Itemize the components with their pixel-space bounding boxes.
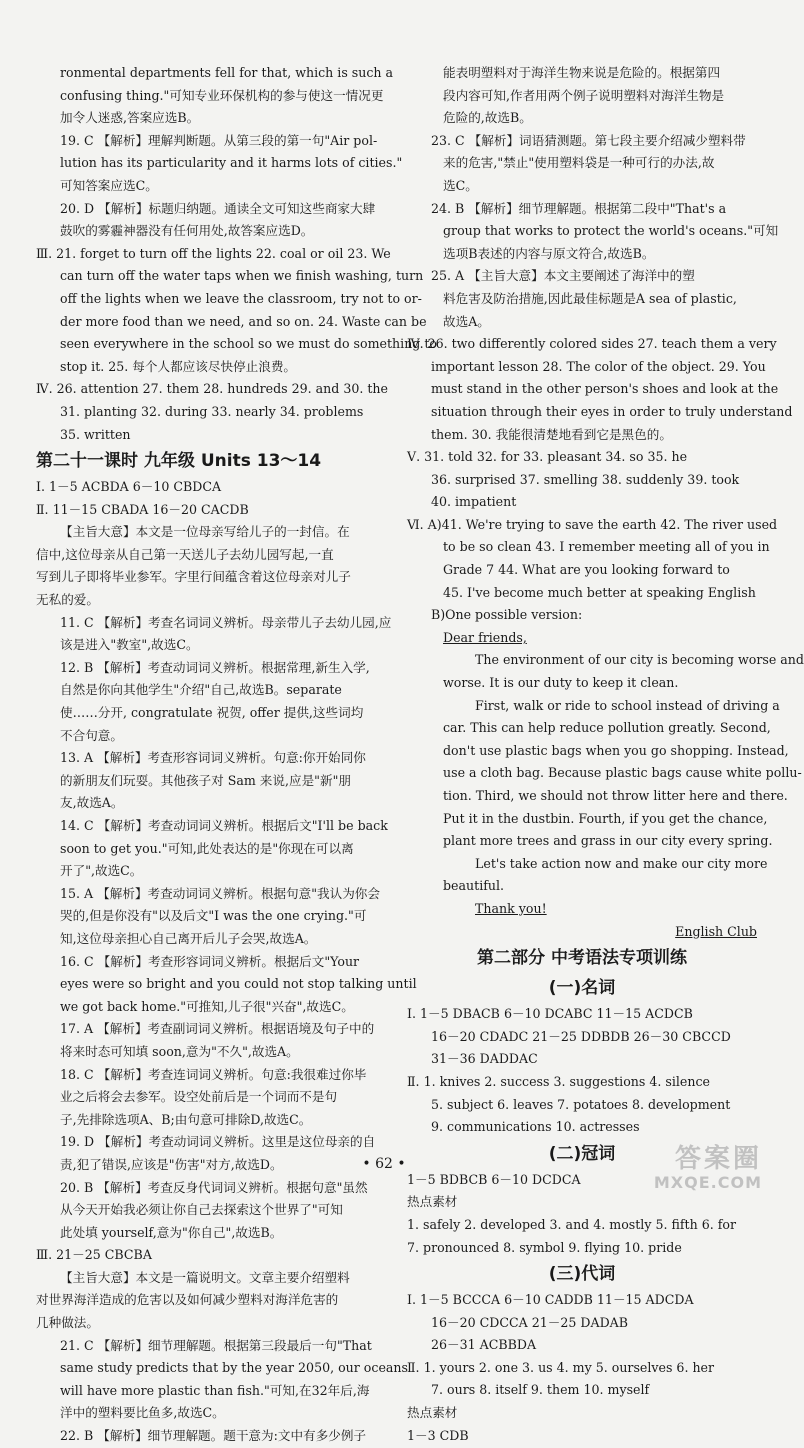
answer-line: to be so clean 43. I remember meeting all of you in: [443, 539, 770, 555]
answer-line: 该是进入"教室",故选C。: [60, 637, 199, 653]
section-heading: (二)冠词: [548, 1143, 616, 1164]
answer-line: 16－20 CDADC 21－25 DDBDB 26－30 CBCCD: [431, 1028, 731, 1044]
answer-line: 13. A 【解析】考查形容词词义辨析。句意:你开始同你: [60, 750, 366, 766]
answer-line: Ⅲ. 21. forget to turn off the lights 22. coal or oil 23. We: [36, 245, 391, 261]
answer-line: Ⅰ. 1－5 DBACB 6－10 DCABC 11－15 ACDCB: [407, 1006, 693, 1022]
answer-line: 子,先排除选项A、B;由句意可排除D,故选C。: [60, 1111, 312, 1127]
answer-line: them. 30. 我能很清楚地看到它是黑色的。: [431, 426, 672, 442]
answer-line: can turn off the water taps when we finish washing, turn: [60, 268, 424, 284]
answer-line: 此处填 yourself,意为"你自己",故选B。: [60, 1224, 283, 1240]
answer-line: 友,故选A。: [60, 795, 124, 811]
answer-line: 自然是你向其他学生"介绍"自己,故选B。separate: [60, 682, 342, 698]
answer-line: 段内容可知,作者用两个例子说明塑料对海洋生物是: [443, 87, 725, 103]
answer-line: 可知答案应选C。: [60, 177, 158, 193]
answer-line: will have more plastic than fish."可知,在32年后,海: [60, 1382, 370, 1398]
answer-line: car. This can help reduce pollution greatly. Second,: [443, 720, 771, 736]
answer-line: 25. A 【主旨大意】本文主要阐述了海洋中的塑: [431, 268, 695, 284]
watermark-line-2: MXQE.COM: [653, 1173, 762, 1192]
answer-line: seen everywhere in the school so we must do something to: [60, 336, 438, 352]
answer-line: 选C。: [443, 177, 478, 193]
answer-line: 26－31 ACBBDA: [431, 1337, 537, 1353]
answer-line: 1－5 BDBCB 6－10 DCDCA: [407, 1171, 581, 1187]
answer-line: soon to get you."可知,此处表达的是"你现在可以离: [60, 840, 354, 856]
right-column: [407, 62, 804, 1447]
answer-line: off the lights when we leave the classroom, try not to or-: [60, 290, 422, 306]
answer-line: Ⅵ. A)41. We're trying to save the earth 42. The river used: [407, 516, 778, 532]
answer-line: 对世界海洋造成的危害以及如何减少塑料对海洋危害的: [36, 1292, 339, 1308]
answer-line: 业之后将会去参军。设空处前后是一个词而不是句: [60, 1089, 338, 1105]
answer-line: 的新朋友们玩耍。其他孩子对 Sam 来说,应是"新"朋: [60, 772, 351, 788]
answer-line: Ⅲ. 21－25 CBCBA: [36, 1247, 152, 1263]
answer-line: Let's take action now and make our city more: [475, 855, 768, 871]
answer-line: The environment of our city is becoming worse and: [475, 652, 804, 668]
answer-line: eyes were so bright and you could not stop talking until: [60, 976, 417, 992]
answer-line: tion. Third, we should not throw litter here and there.: [443, 788, 788, 803]
answer-line: worse. It is our duty to keep it clean.: [443, 675, 679, 691]
answer-line: 1－3 CDB: [407, 1427, 469, 1443]
answer-line: 能表明塑料对于海洋生物来说是危险的。根据第四: [443, 65, 721, 80]
answer-line: must stand in the other person's shoes and look at the: [431, 381, 779, 397]
answer-line: important lesson 28. The color of the object. 29. You: [431, 358, 766, 374]
answer-line: Ⅰ. 1－5 ACBDA 6－10 CBDCA: [36, 479, 222, 495]
answer-line: First, walk or ride to school instead of driving a: [475, 697, 780, 713]
answer-line: 22. B 【解析】细节理解题。题干意为:文中有多少例子: [60, 1428, 367, 1444]
answer-line: 17. A 【解析】考查副词词义辨析。根据语境及句子中的: [60, 1021, 375, 1037]
answer-line: beautiful.: [443, 878, 505, 894]
answer-line: B)One possible version:: [431, 607, 583, 623]
answer-line: 几种做法。: [36, 1315, 99, 1331]
answer-line: 无私的爱。: [36, 592, 99, 608]
answer-line: 21. C 【解析】细节理解题。根据第三段最后一句"That: [60, 1337, 372, 1353]
watermark-logo: [612, 1145, 762, 1193]
answer-line: English Club: [675, 923, 757, 939]
answer-line: Ⅴ. 31. told 32. for 33. pleasant 34. so 35. he: [407, 449, 688, 465]
answer-line: lution has its particularity and it harms lots of cities.": [60, 155, 403, 171]
answer-line: 7. pronounced 8. symbol 9. flying 10. pride: [407, 1239, 682, 1255]
answer-line: Thank you!: [475, 900, 547, 916]
section-heading: (一)名词: [548, 978, 616, 999]
watermark-line-1: 答案圈: [674, 1144, 762, 1174]
answer-line: 9. communications 10. actresses: [431, 1119, 640, 1135]
answer-line: 从今天开始我必须让你自己去探索这个世界了"可知: [60, 1202, 343, 1218]
answer-line: 18. C 【解析】考查连词词义辨析。句意:我很难过你毕: [60, 1066, 367, 1082]
answer-line: Ⅳ. 26. attention 27. them 28. hundreds 29. and 30. the: [36, 381, 388, 397]
answer-line: we got back home."可推知,儿子很"兴奋",故选C。: [60, 998, 354, 1014]
answer-line: 19. C 【解析】理解判断题。从第三段的第一句"Air pol-: [60, 132, 378, 148]
answer-line: 洋中的塑料要比鱼多,故选C。: [60, 1405, 225, 1421]
answer-line: 35. written: [60, 426, 131, 442]
answer-line: 料危害及防治措施,因此最佳标题是A sea of plastic,: [443, 290, 737, 306]
answer-line: 选项B表述的内容与原文符合,故选B。: [443, 245, 655, 261]
section-heading: 第二十一课时 九年级 Units 13～14: [36, 451, 322, 472]
answer-line: 5. subject 6. leaves 7. potatoes 8. development: [431, 1096, 731, 1112]
answer-line: 加令人迷惑,答案应选B。: [60, 110, 200, 126]
answer-line: 将来时态可知填 soon,意为"不久",故选A。: [60, 1043, 299, 1059]
answer-line: 热点素材: [407, 1405, 458, 1421]
answer-line: Ⅳ. 26. two differently colored sides 27. teach them a very: [407, 336, 777, 352]
answer-line: stop it. 25. 每个人都应该尽快停止浪费。: [60, 358, 297, 374]
answer-line: 16－20 CDCCA 21－25 DADAB: [431, 1314, 629, 1330]
answer-line: 热点素材: [407, 1194, 458, 1210]
answer-line: Grade 7 44. What are you looking forward to: [443, 562, 730, 578]
answer-line: 23. C 【解析】词语猜测题。第七段主要介绍减少塑料带: [431, 132, 746, 148]
answer-line: der more food than we need, and so on. 24. Waste can be: [60, 313, 427, 329]
answer-line: 15. A 【解析】考查动词词义辨析。根据句意"我认为你会: [60, 885, 380, 901]
answer-line: Ⅰ. 1－5 BCCCA 6－10 CADDB 11－15 ADCDA: [407, 1292, 694, 1308]
answer-line: 12. B 【解析】考查动词词义辨析。根据常理,新生入学,: [60, 659, 370, 675]
page-number: • 62 •: [362, 1156, 406, 1172]
answer-line: 鼓吹的雾霾神器没有任何用处,故答案应选D。: [60, 223, 314, 239]
answer-line: 40. impatient: [431, 494, 517, 510]
answer-line: 故选A。: [443, 313, 490, 329]
section-heading: (三)代词: [548, 1264, 616, 1285]
answer-line: same study predicts that by the year 2050, our oceans: [60, 1360, 408, 1376]
answer-line: plant more trees and grass in our city every spring.: [443, 833, 773, 849]
answer-line: Ⅱ. 1. yours 2. one 3. us 4. my 5. ourselves 6. her: [407, 1359, 715, 1375]
answer-line: 14. C 【解析】考查动词词义辨析。根据后文"I'll be back: [60, 818, 388, 833]
answer-line: 写到儿子即将毕业参军。字里行间蕴含着这位母亲对儿子: [36, 569, 351, 585]
answer-line: 7. ours 8. itself 9. them 10. myself: [431, 1382, 650, 1398]
answer-line: 【主旨大意】本文是一篇说明文。文章主要介绍塑料: [60, 1269, 350, 1285]
answer-line: 知,这位母亲担心自己离开后儿子会哭,故选A。: [60, 930, 317, 946]
answer-line: confusing thing."可知专业环保机构的参与使这一情况更: [60, 87, 384, 103]
answer-line: 36. surprised 37. smelling 38. suddenly 39. took: [431, 471, 740, 487]
answer-line: 哭的,但是你没有"以及后文"I was the one crying."可: [60, 908, 367, 924]
answer-line: 使……分开, congratulate 祝贺, offer 提供,这些词均: [60, 705, 364, 721]
section-heading: 第二部分 中考语法专项训练: [477, 948, 687, 969]
answer-line: ronmental departments fell for that, which is such a: [60, 65, 394, 80]
answer-line: 开了",故选C。: [60, 863, 143, 879]
answer-line: Ⅱ. 1. knives 2. success 3. suggestions 4. silence: [407, 1073, 710, 1089]
answer-line: 20. B 【解析】考查反身代词词义辨析。根据句意"虽然: [60, 1179, 368, 1195]
answer-line: 19. D 【解析】考查动词词义辨析。这里是这位母亲的自: [60, 1134, 376, 1150]
answer-line: 【主旨大意】本文是一位母亲写给儿子的一封信。在: [60, 524, 350, 540]
answer-line: 信中,这位母亲从自己第一天送儿子去幼儿园写起,一直: [36, 546, 334, 562]
answer-line: 24. B 【解析】细节理解题。根据第二段中"That's a: [431, 200, 727, 216]
answer-line: situation through their eyes in order to truly understand: [431, 403, 793, 419]
answer-line: Dear friends,: [443, 629, 527, 645]
answer-line: 1. safely 2. developed 3. and 4. mostly 5. fifth 6. for: [407, 1216, 736, 1232]
answer-line: group that works to protect the world's oceans."可知: [443, 223, 779, 239]
answer-line: 16. C 【解析】考查形容词词义辨析。根据后文"Your: [60, 953, 360, 969]
answer-line: Ⅱ. 11－15 CBADA 16－20 CACDB: [36, 501, 249, 517]
answer-line: 不合句意。: [60, 727, 123, 743]
answer-line: Put it in the dustbin. Fourth, if you get the chance,: [443, 810, 768, 826]
answer-line: 11. C 【解析】考查名词词义辨析。母亲带儿子去幼儿园,应: [60, 614, 392, 630]
answer-line: 45. I've become much better at speaking English: [443, 584, 756, 600]
answer-line: 31－36 DADDAC: [431, 1051, 538, 1067]
answer-line: 20. D 【解析】标题归纳题。通读全文可知这些商家大肆: [60, 200, 376, 216]
answer-line: 危险的,故选B。: [443, 110, 532, 126]
answer-line: don't use plastic bags when you go shopping. Instead,: [443, 742, 789, 758]
answer-line: 责,犯了错误,应该是"伤害"对方,故选D。: [60, 1156, 283, 1172]
answer-line: 31. planting 32. during 33. nearly 34. problems: [60, 403, 364, 419]
answer-line: 来的危害,"禁止"使用塑料袋是一种可行的办法,故: [443, 155, 715, 171]
answer-line: use a cloth bag. Because plastic bags cause white pollu-: [443, 765, 802, 781]
